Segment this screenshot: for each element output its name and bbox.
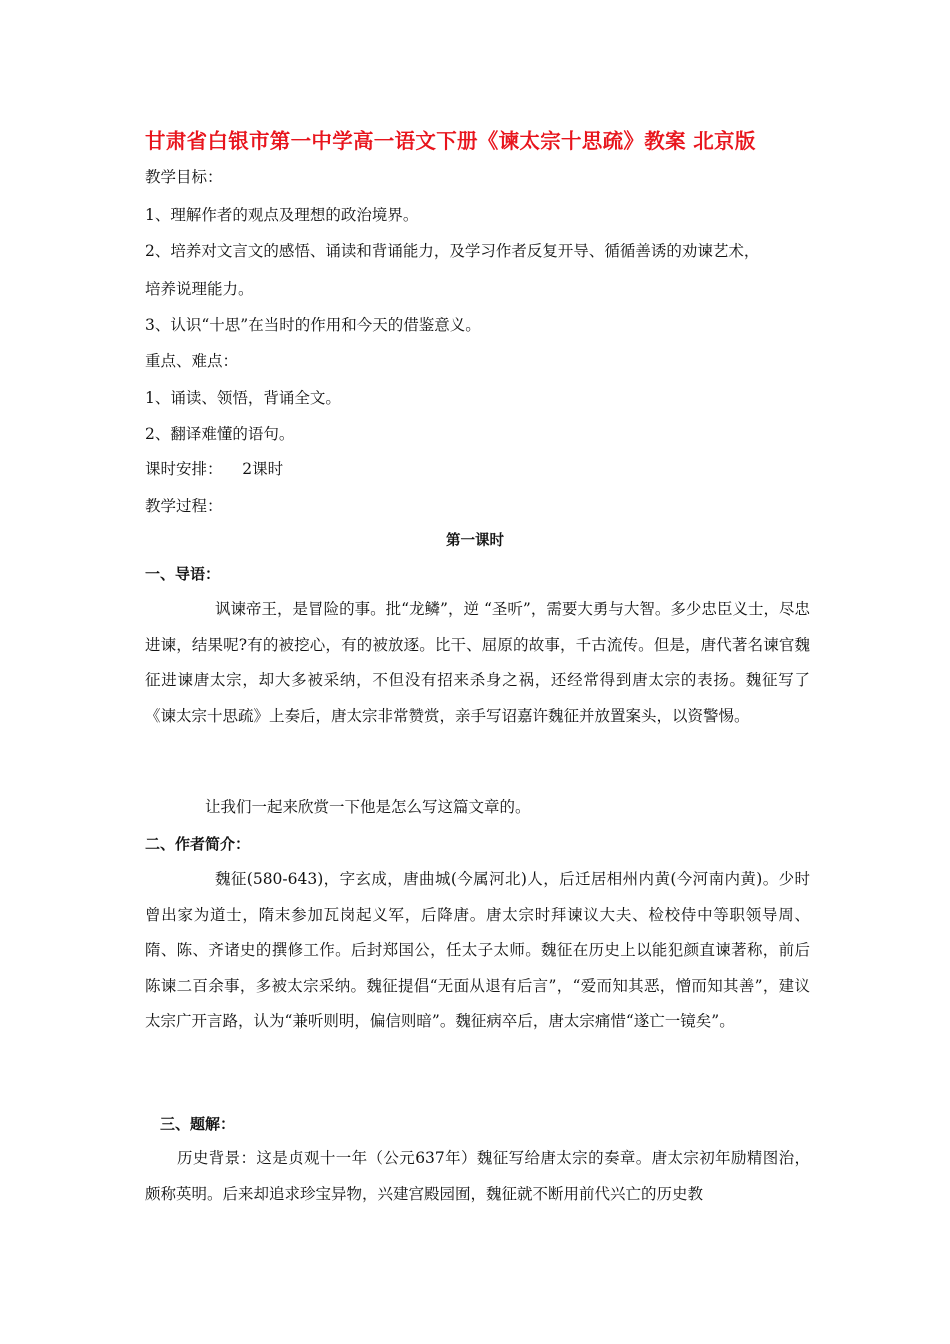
lesson-title: 第一课时: [446, 533, 504, 549]
goal-item-2: 2、培养对文言文的感悟、诵读和背诵能力，及学习作者反复开导、循循善诱的劝谏艺术，: [145, 242, 760, 260]
section1-closing: 让我们一起来欣赏一下他是怎么写这篇文章的。: [205, 798, 531, 816]
section2-heading: 二、作者简介：: [145, 835, 251, 853]
section1-heading: 一、导语：: [145, 565, 221, 583]
goal-item-1: 1、理解作者的观点及理想的政治境界。: [145, 206, 419, 224]
goal-item-3: 3、认识“十思”在当时的作用和今天的借鉴意义。: [145, 316, 481, 334]
section3-paragraph: 历史背景：这是贞观十一年（公元637年）魏征写给唐太宗的奏章。唐太宗初年励精图治，颇称英明。后来却追求珍宝异物，兴建宫殿园囿，魏征就不断用前代兴亡的历史教: [145, 1149, 810, 1203]
document-title: 甘肃省白银市第一中学高一语文下册《谏太宗十思疏》教案 北京版: [145, 129, 756, 153]
section1-paragraph: 讽谏帝王，是冒险的事。批“龙鳞”，逆 “圣听”，需要大勇与大智。多少忠臣义士，尽忠进谏，结果呢?有的被挖心，有的被放逐。比干、屈原的故事，千古流传。但是，唐代著名谏官魏征进谏唐太宗，却大多被采纳，不但没有招来杀身之祸，还经常得到唐太宗的表扬。魏征写了《谏太宗十思疏》上奏后，唐太宗非常赞赏，亲手写诏嘉许魏征并放置案头，以资警惕。: [145, 600, 810, 725]
schedule-line: 课时安排： 2课时: [145, 460, 284, 478]
goals-heading: 教学目标：: [145, 168, 223, 186]
keypoints-heading: 重点、难点：: [145, 352, 239, 370]
process-heading: 教学过程：: [145, 497, 223, 515]
keypoint-item-2: 2、翻译难懂的语句。: [145, 425, 295, 443]
section3-heading: 三、题解：: [160, 1115, 236, 1133]
section2-paragraph: 魏征(580-643)，字玄成，唐曲城(今属河北)人，后迁居相州内黄(今河南内黄)。少时曾出家为道士，隋末参加瓦岗起义军，后降唐。唐太宗时拜谏议大夫、检校侍中等职领导周、隋、陈、齐诸史的撰修工作。后封郑国公，任太子太师。魏征在历史上以能犯颜直谏著称，前后陈谏二百余事，多被太宗采纳。魏征提倡“无面从退有后言”，“爱而知其恶，憎而知其善”，建议太宗广开言路，认为“兼听则明，偏信则暗”。魏征病卒后，唐太宗痛惜“遂亡一镜矣”。: [145, 870, 810, 1030]
goal-item-2-continued: 培养说理能力。: [145, 280, 254, 298]
keypoint-item-1: 1、诵读、领悟，背诵全文。: [145, 389, 341, 407]
